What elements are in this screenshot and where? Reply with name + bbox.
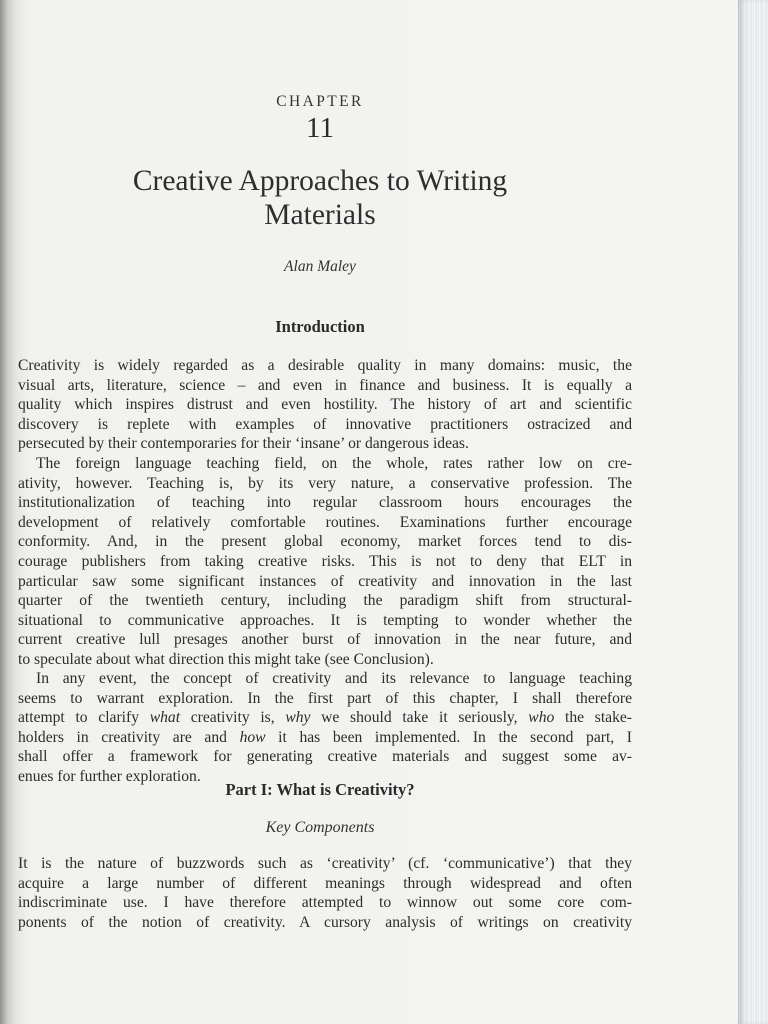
text-line: indiscriminate use. I have therefore attempted to winnow out some core com-: [18, 894, 632, 912]
chapter-title: [0, 164, 640, 232]
text-line: discovery is replete with examples of innovative practitioners ostracized and: [18, 415, 632, 433]
text-line: enues for further exploration.: [18, 767, 201, 785]
text-line: conformity. And, in the present global economy, market forces tend to dis-: [18, 533, 632, 551]
introduction-paragraph-3: [18, 669, 632, 787]
text-line: acquire a large number of different meanings through widespread and often: [18, 874, 632, 892]
introduction-heading: Introduction: [275, 317, 365, 336]
chapter-title-line-1: Creative Approaches to Writing: [132, 165, 508, 197]
text-line: quarter of the twentieth century, including the paradigm shift from structural-: [18, 592, 632, 610]
key-components-subheading: Key Components: [265, 819, 375, 836]
author-name: Alan Maley: [284, 258, 356, 275]
text-line: Creativity is widely regarded as a desirable quality in many domains: music, the: [18, 357, 632, 374]
italic-word: what: [149, 709, 181, 727]
text-line: persecuted by their contemporaries for their ‘insane’ or dangerous ideas.: [18, 435, 469, 453]
text-line: courage publishers from taking creative risks. This is not to deny that ELT in: [18, 552, 632, 570]
introduction-paragraph-2: [18, 454, 632, 670]
text-line: particular saw some significant instances of creativity and innovation in the last: [18, 572, 632, 590]
text-run: attempt to clarify: [18, 709, 150, 727]
page-edges: [738, 0, 768, 1024]
text-line: current creative lull presages another burst of innovation in the near future, and: [18, 631, 632, 649]
introduction-paragraph-1: [18, 356, 632, 454]
text-run: holders in creativity are and: [18, 728, 240, 746]
text-run: it has been implemented. In the second part, I: [265, 728, 632, 746]
text-line: visual arts, literature, science – and even in finance and business. It is equally a: [18, 376, 632, 394]
text-run: we should take it seriously,: [310, 709, 529, 727]
text-line: quality which inspires distrust and even hostility. The history of art and scientific: [18, 396, 632, 414]
text-line: development of relatively comfortable routines. Examinations further encourage: [18, 513, 632, 531]
part-1-heading: Part I: What is Creativity?: [225, 780, 415, 799]
italic-word: how: [239, 728, 266, 746]
chapter-label: CHAPTER: [276, 93, 364, 110]
text-line: [18, 728, 632, 748]
text-line: seems to warrant exploration. In the first part of this chapter, I shall therefore: [18, 689, 632, 707]
text-line: In any event, the concept of creativity and its relevance to language teaching: [36, 670, 632, 687]
text-line: institutionalization of teaching into regular classroom hours encourages the: [18, 494, 632, 512]
text-line: to speculate about what direction this might take (see Conclusion).: [18, 650, 434, 668]
chapter-number: 11: [306, 112, 334, 144]
text-run: the stake-: [554, 709, 632, 727]
text-line: It is the nature of buzzwords such as ‘creativity’ (cf. ‘communicative’) that they: [18, 855, 632, 872]
text-line: [18, 708, 632, 728]
text-line: The foreign language teaching field, on the whole, rates rather low on cre-: [36, 455, 632, 472]
text-run: creativity is,: [180, 709, 286, 727]
text-line: ponents of the notion of creativity. A cursory analysis of writings on creativity: [18, 913, 632, 931]
part-1-paragraph-1: [18, 854, 632, 932]
text-line: ativity, however. Teaching is, by its very nature, a conservative profession. The: [18, 474, 632, 492]
chapter-title-line-2: Materials: [264, 199, 376, 231]
italic-word: who: [528, 709, 555, 727]
text-line: situational to communicative approaches. It is tempting to wonder whether the: [18, 611, 632, 629]
text-line: shall offer a framework for generating creative materials and suggest some av-: [18, 748, 632, 766]
italic-word: why: [285, 709, 311, 727]
